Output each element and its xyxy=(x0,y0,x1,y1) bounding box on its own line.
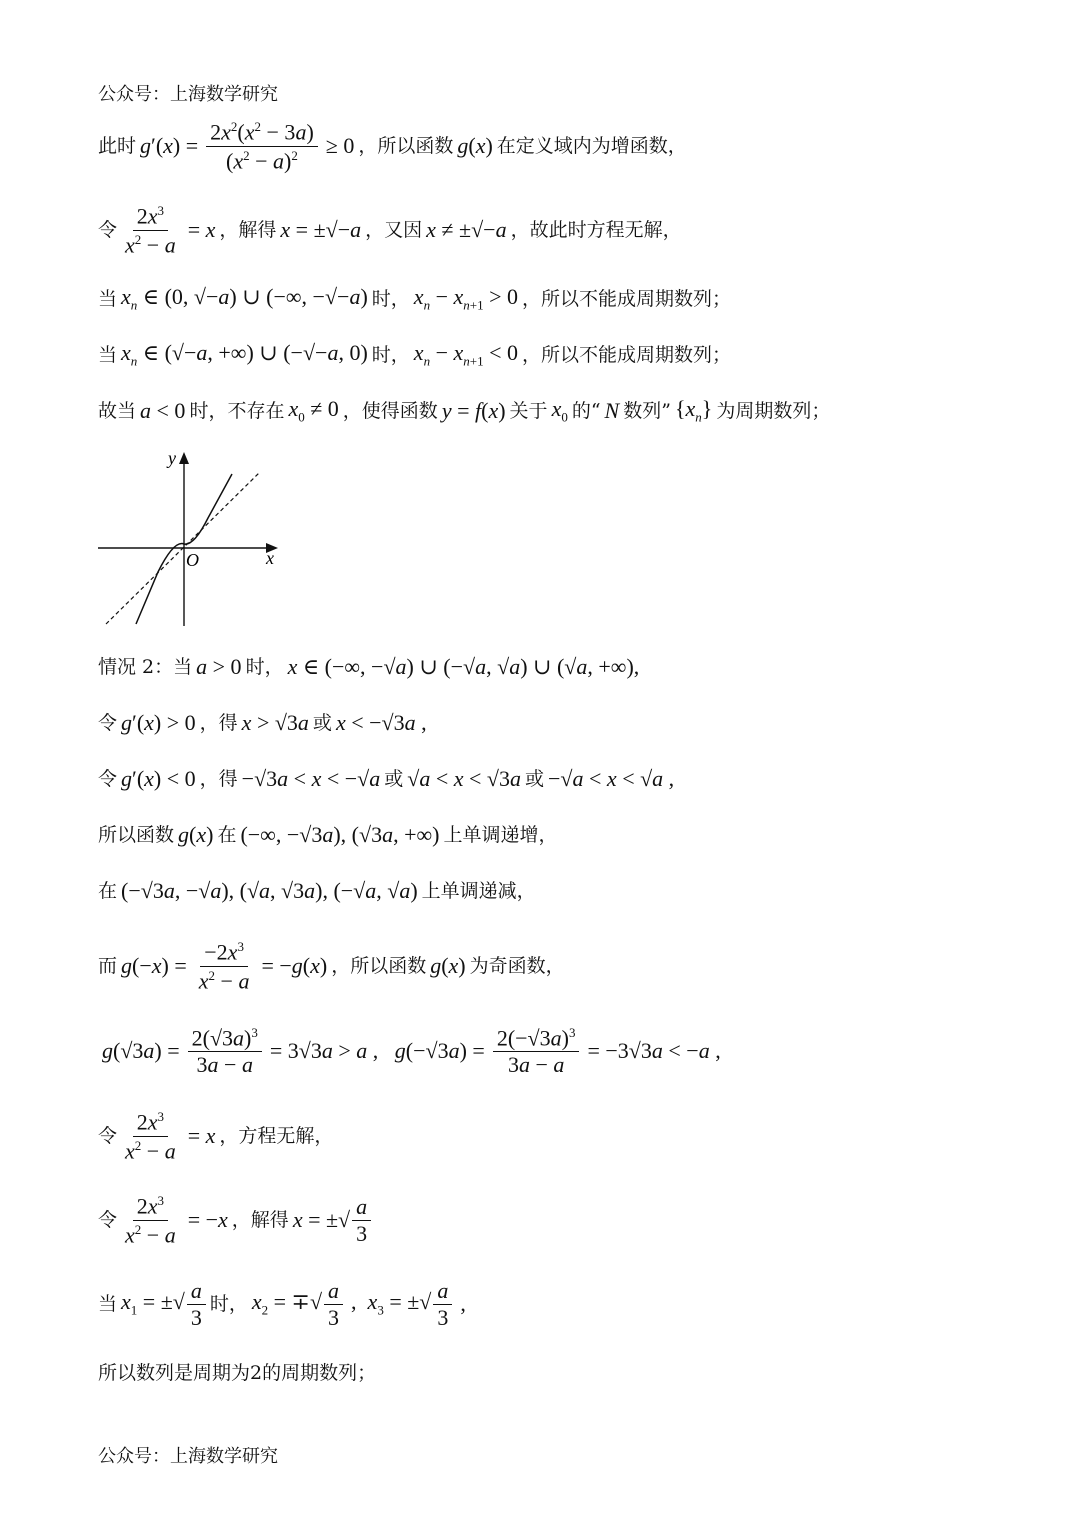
text: 数列” xyxy=(623,399,671,422)
math: ≥ 0 xyxy=(325,133,355,158)
text: 令 xyxy=(98,767,118,790)
line-gprime-neg xyxy=(98,764,678,794)
text: 令 xyxy=(98,1124,118,1147)
math: g(√3a) = xyxy=(102,1038,180,1063)
text: ，又因 xyxy=(365,218,423,241)
page-header: 公众号：上海数学研究 xyxy=(98,84,278,105)
line-solve xyxy=(98,202,682,258)
y-label: y xyxy=(168,448,176,468)
math: x ∈ (−∞, −√a) ∪ (−√a, √a) ∪ (√a, +∞), xyxy=(287,654,640,679)
math: $x_n$ ∈ (0, √−a) ∪ (−∞, −√−a) xyxy=(121,284,368,313)
text: 当 xyxy=(98,287,118,310)
text: 时， xyxy=(371,343,410,366)
text: 时， xyxy=(209,1292,248,1315)
line-extrema xyxy=(98,1014,725,1088)
x-label: x xyxy=(266,548,274,568)
fraction: $\frac{a}{3}$ xyxy=(324,1280,343,1329)
text: 在 xyxy=(98,879,118,902)
function-graph xyxy=(96,446,286,630)
text: 的“ xyxy=(571,399,601,422)
fraction: $\frac{2x^3}{x^2 - a}$ xyxy=(125,1193,176,1247)
text: 在 xyxy=(217,823,237,846)
line-conclusion-1 xyxy=(98,396,830,426)
text: ，所以不能成周期数列； xyxy=(522,287,732,310)
math: √a < x < √3a xyxy=(407,766,521,791)
line-case-2 xyxy=(98,652,643,682)
math: a > 0 xyxy=(196,654,242,679)
fraction: $\frac{2x^3}{x^2 - a}$ xyxy=(125,1109,176,1163)
line-g-prime xyxy=(98,112,687,180)
text: 所以函数 xyxy=(98,823,175,846)
text: 令 xyxy=(98,218,118,241)
math: a < 0 xyxy=(140,398,186,423)
math: N xyxy=(604,398,620,423)
math: g′(x) > 0 xyxy=(121,710,196,735)
math: g(x) xyxy=(457,133,493,158)
text: ，解得 xyxy=(231,1208,289,1231)
math: $x_2$ = ∓√ xyxy=(251,1289,323,1318)
line-no-solution xyxy=(98,1108,333,1164)
math: , $x_3$ = ±√ xyxy=(351,1289,432,1318)
text: 为周期数列； xyxy=(716,399,831,422)
math: x < −√3a , xyxy=(335,710,427,735)
text: 故当 xyxy=(98,399,137,422)
text: ，方程无解， xyxy=(219,1124,334,1147)
line-gprime-pos xyxy=(98,708,431,738)
text: 而 xyxy=(98,954,118,977)
text: 令 xyxy=(98,1208,118,1231)
math: g(x) xyxy=(178,822,214,847)
math: $x_n - x_{n+1} < 0$ xyxy=(413,340,519,369)
math: $x_n$ ∈ (√−a, +∞) ∪ (−√−a, 0) xyxy=(121,340,368,369)
text: 当 xyxy=(98,1292,118,1315)
text: ，所以函数 xyxy=(358,134,454,157)
math: = −g(x) xyxy=(261,953,328,978)
math: x = ±√−a xyxy=(280,217,362,242)
math: g′(x) < 0 xyxy=(121,766,196,791)
fraction: $\frac{2x^2(x^2 - 3a)}{(x^2 - a)^2}$ xyxy=(206,120,318,172)
math: x = ±√ xyxy=(292,1207,351,1232)
math: y = f(x) xyxy=(441,398,506,423)
line-decreasing xyxy=(98,876,536,906)
text: 关于 xyxy=(509,399,548,422)
math: = x xyxy=(187,217,216,242)
fraction: $\frac{a}{3}$ xyxy=(433,1280,452,1329)
text: 时，不存在 xyxy=(189,399,285,422)
text: 时， xyxy=(245,655,284,678)
math: $x_0$ xyxy=(551,396,568,425)
math: = −x xyxy=(187,1207,228,1232)
math: $x_0 \ne 0$ xyxy=(288,396,339,425)
text: 或 xyxy=(384,767,404,790)
math: = −3√3a < −a , xyxy=(587,1038,721,1063)
text: 时， xyxy=(371,287,410,310)
line-case-b xyxy=(98,340,731,370)
text: 所以数列是周期为2的周期数列； xyxy=(98,1361,377,1384)
text: ，故此时方程无解， xyxy=(510,218,682,241)
text: 情况 2：当 xyxy=(98,655,193,678)
math: x ≠ ±√−a xyxy=(426,217,507,242)
fraction: $\frac{2x^3}{x^2 - a}$ xyxy=(125,203,176,257)
math: g′(x) = xyxy=(140,133,199,158)
math: (−√3a, −√a), (√a, √3a), (−√a, √a) xyxy=(121,878,418,903)
line-solve-neg xyxy=(98,1190,375,1250)
math: $x_1$ = ±√ xyxy=(121,1289,185,1318)
math: g(x) xyxy=(430,953,466,978)
math: x > √3a xyxy=(241,710,309,735)
math: = x xyxy=(187,1123,216,1148)
line-odd-function xyxy=(98,938,565,994)
math: = 3√3a > a , g(−√3a) = xyxy=(269,1038,485,1063)
text: ，解得 xyxy=(219,218,277,241)
math: $x_n - x_{n+1} > 0$ xyxy=(413,284,519,313)
math: , xyxy=(460,1291,466,1316)
text: ，所以不能成周期数列； xyxy=(522,343,732,366)
math: −√3a < x < −√a xyxy=(241,766,381,791)
page-footer: 公众号：上海数学研究 xyxy=(98,1446,278,1467)
text: 在定义域内为增函数， xyxy=(496,134,687,157)
line-period-conclusion xyxy=(98,1358,376,1388)
text: ，得 xyxy=(199,711,238,734)
fraction: $\frac{a}{3}$ xyxy=(187,1280,206,1329)
text: 为奇函数， xyxy=(469,954,565,977)
line-increasing xyxy=(98,820,558,850)
fraction: $\frac{a}{3}$ xyxy=(352,1196,371,1245)
y-axis-arrow xyxy=(179,452,189,464)
origin-label: O xyxy=(186,550,199,570)
line-sequence xyxy=(98,1274,470,1334)
math: g(−x) = xyxy=(121,953,187,978)
text: 上单调递增， xyxy=(443,823,558,846)
fraction: $\frac{2(-√3a)^3}{3a - a}$ xyxy=(493,1026,580,1076)
line-case-a xyxy=(98,284,731,314)
math: −√a < x < √a , xyxy=(548,766,675,791)
text: ，所以函数 xyxy=(331,954,427,977)
text: ，得 xyxy=(199,767,238,790)
text: 上单调递减， xyxy=(421,879,536,902)
text: 或 xyxy=(312,711,332,734)
text: 令 xyxy=(98,711,118,734)
math: (−∞, −√3a), (√3a, +∞) xyxy=(240,822,440,847)
text: 或 xyxy=(525,767,545,790)
text: 当 xyxy=(98,343,118,366)
fraction: $\frac{-2x^3}{x^2 - a}$ xyxy=(198,939,250,993)
text: ，使得函数 xyxy=(342,399,438,422)
text: 此时 xyxy=(98,134,137,157)
fraction: $\frac{2(√3a)^3}{3a - a}$ xyxy=(188,1026,262,1076)
math: $\{x_n\}$ xyxy=(674,396,713,425)
